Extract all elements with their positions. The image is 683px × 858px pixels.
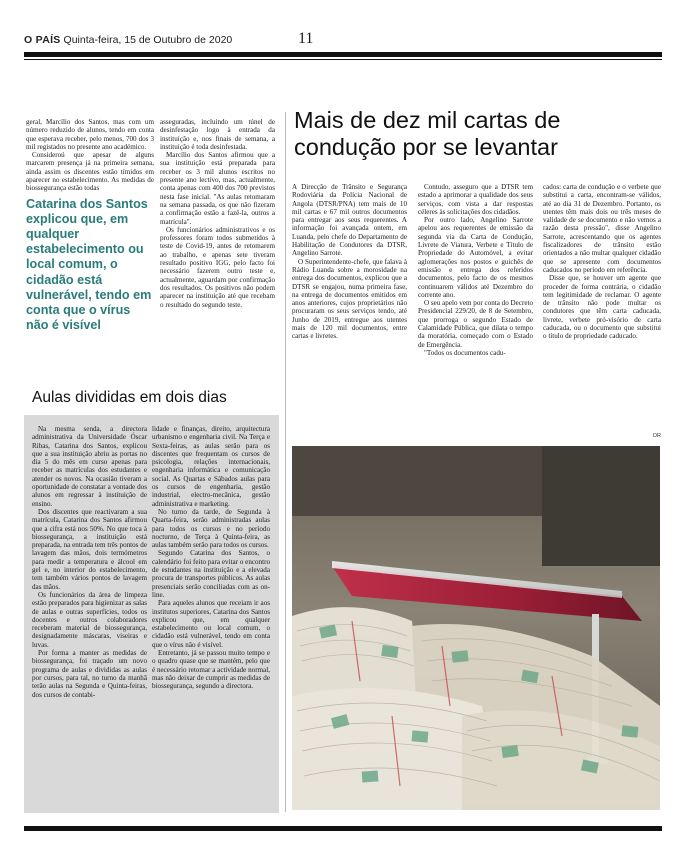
paragraph: Disse que, se houver um agente que proceder de forma contrária, o cidadão tem legitimidade de reclamar. O agente de trânsito não pode multar os condutores que têm carta caducada, livrete, verbete pró-visório de carta caducada, ou o documento que substitui o título de propriedade caducado.: [543, 274, 661, 341]
page-number: 11: [298, 30, 314, 47]
header-thin-rule: [24, 59, 662, 60]
sidebar-col1: [32, 425, 147, 699]
header-rule: [24, 52, 662, 57]
paragraph: lidade e finanças, direito, arquitectura urbanismo e engenharia civil. Na Terça e Sexta-feiras, as aulas serão para os discentes que frequentam os cursos de psicologia, relações internacionais, engenharia informática e comunicação social. As Quartas e Sábados aulas para os cursos de engenharia, gestão industrial, electro-mecânica, gestão administrativa e marketing.: [152, 425, 270, 508]
sidebar-col2: [152, 425, 270, 691]
column-divider: [285, 112, 286, 812]
issue-date: Quinta-feira, 15 de Outubro de 2020: [63, 34, 233, 46]
left-article-col2: [160, 118, 275, 309]
pull-quote: Catarina dos Santos explicou que, em qualquer estabelecimento ou local comum, o cidadão está vulnerável, tendo em conta que o vírus não é visível: [26, 196, 152, 333]
paragraph: Na mesma senda, a directora administrativa da Universidade Óscar Ribas, Catarina dos Santos, explicou que a sua instituição abriu as portas no dia 5 do mês em curso apenas para receber as matrículas dos estudantes e atender os novos. Na ocasião tiveram a oportunidade de constatar a vontade dos alunos em regressar à instituição de ensino.: [32, 425, 147, 508]
paragraph: Marcílio dos Santos afirmou que a sua instituição está preparada para receber os 3 mil alunos escritos no presente ano lectivo, mas, actualmente, conta apenas com 400 dos 700 previstos nesta fase inicial. "As aulas retomaram na semana passada, os que não fizeram a confirmação estão a fazê-la, outros a matrícula".: [160, 151, 275, 226]
paragraph: O Superintendente-chefe, que falava à Rádio Luanda sobre a morosidade na entrega dos documentos, explicou que a DTSR se engajou, numa primeira fase, na entrega de documentos emitidos em anos anteriores, cujos proprietários não procuraram os seus serviços tendo, até Junho de 2019, entregue aos utentes mais de 120 mil documentos, entre cartas e livretes.: [292, 257, 407, 341]
paragraph: Os funcionários da área de limpeza estão preparados para higienizar as salas de aulas e outras superfícies, todos os docentes e outros colaboradores receberam material de biossegurança, designadamente máscaras, viseiras e luvas.: [32, 590, 147, 649]
paragraph: Por forma a manter as medidas de biossegurança, foi traçado um novo programa de aulas e divididas as aulas por cursos, para tal, no turno da manhã terão aulas na Segunda e Quinta-feiras, dos cursos de contabi-: [32, 649, 147, 699]
paragraph: Para aqueles alunos que receiam ir aos institutos superiores, Catarina dos Santos explicou que, em qualquer estabelecimento ou local comum, o cidadão está vulnerável, tendo em conta que o vírus não é visível.: [152, 599, 270, 649]
paragraph: Dos discentes que reactivaram a sua matrícula, Catarina dos Santos afirmou que a cifra está nos 50%. No que toca à biossegurança, a instituição está preparada, na entrada tem três pontos de lavagem das mãos, dois termómetros para medir a temperatura e álcool em gel e, no interior do estabelecimento, tem também vários pontos de lavagem das mãos.: [32, 507, 147, 591]
footer-rule: [24, 826, 662, 831]
paragraph: "Todos os documentos cadu-: [424, 348, 506, 357]
documents-photo-illustration: [292, 446, 660, 810]
paragraph: Entretanto, já se passou muito tempo e o quadro quase que se mantém, pelo que é necessário retomar a actividade normal, mas não deixar de cumprir as medidas de biossegurança, segundo a directora.: [152, 649, 270, 691]
main-article-col2: [418, 183, 533, 357]
newspaper-brand: O PAÍS: [24, 34, 61, 46]
paragraph: cados: carta de condução e o verbete que substitui a carta, encontram-se válidos, até ao dia 31 de Dezembro. Portanto, os utentes têm mais dois ou três meses de validade de se documento e não vemos a razão desta pressão", disse Angelino Sarrote, acrescentando que os agentes fiscalizadores de trânsito estão orientados a não multar qualquer cidadão que se apresente com documentos caducados no período em referência.: [543, 183, 661, 274]
main-article-col3: [543, 183, 661, 341]
sidebar-box: [24, 381, 279, 813]
left-article-col1: [26, 118, 154, 334]
paragraph: No turno da tarde, de Segunda à Quarta-feira, serão administradas aulas para todos os cursos e no período nocturno, de Terça à Quinta-feira, as aulas também serão para todos os cursos.: [152, 507, 270, 550]
paragraph: Consideroú que apesar de alguns marcarem presença já na primeira semana, ainda assim os discentes estão tímidos em aparecer no estabelecimento. As medidas de biossegurança estão todas: [26, 151, 154, 193]
paragraph: Segundo Catarina dos Santos, o calendário foi feito para evitar o encontro de estudantes na instituição e a elevada procura de transportes públicos. As aulas presenciais serão conciliadas com as on-line.: [152, 549, 270, 599]
paragraph: O seu apelo vem por conta do Decreto Presidencial 229/20, de 8 de Setembro, que prorroga o segundo Estado de Calamidade Pública, que dilata o tempo da moratória, começado com o Estado de Emergência.: [418, 299, 533, 349]
documents-photo: [292, 446, 660, 810]
headline-line-2: condução por se levantar: [294, 134, 558, 160]
main-article-col1: [292, 183, 407, 341]
paragraph: Os funcionários administrativos e os professores foram todos submetidos à teste de Covid-19, antes de retomarem ao trabalho, e apenas sete tiveram resultado positivo IGG, pelo facto foi necessário fazerem outro teste e, actualmente, aguardam por confirmação dos resultados. Os positivos não podem aparecer na instituição até que recebam o resultado do segundo teste.: [160, 225, 275, 309]
paragraph: Por outro lado, Angelino Sarrote apelou aos requerentes de emissão da segunda via da Carta de Condução, Livrete de Viatura, Verbete e Título de Propriedade do Automóvel, a evitar aglomerações nos postos e guichês de emissão e entrega dos referidos documentos, pelo facto de os mesmos continuarem válidos até Dezembro do corrente ano.: [418, 216, 533, 299]
headline-line-1: Mais de dez mil cartas de: [294, 107, 561, 133]
sidebar-title: Aulas divididas em dois dias: [32, 389, 227, 406]
paragraph: asseguradas, incluindo um túnel de desinfestação logo à entrada da instituição e, nos finais de semana, a instituição é toda desinfestada.: [160, 118, 275, 151]
paragraph: Contudo, asseguro que a DTSR tem estado a aprimorar a qualidade dos seus serviços, com vista a dar respostas céleres às solicitações dos cidadãos.: [418, 183, 533, 216]
paragraph: A Direcção de Trânsito e Segurança Rodoviária da Polícia Nacional de Angola (DTSR/PNA) tem mais de 10 mil cartas e 67 mil outros documentos para entregar aos seus requerentes. A informação foi avançada ontem, em Luanda, pelo chefe do Departamento de Habilitação de Condutores da DTSR, Angelino Sarrote.: [292, 183, 407, 258]
paragraph: geral, Marcílio dos Santos, mas com um número reduzido de alunos, tendo em conta que esperava receber, pelo menos, 700 dos 3 mil registados no presente ano académico.: [26, 118, 154, 151]
page-header: [24, 34, 232, 46]
photo-credit: DR: [653, 433, 661, 439]
headline: [294, 107, 664, 161]
